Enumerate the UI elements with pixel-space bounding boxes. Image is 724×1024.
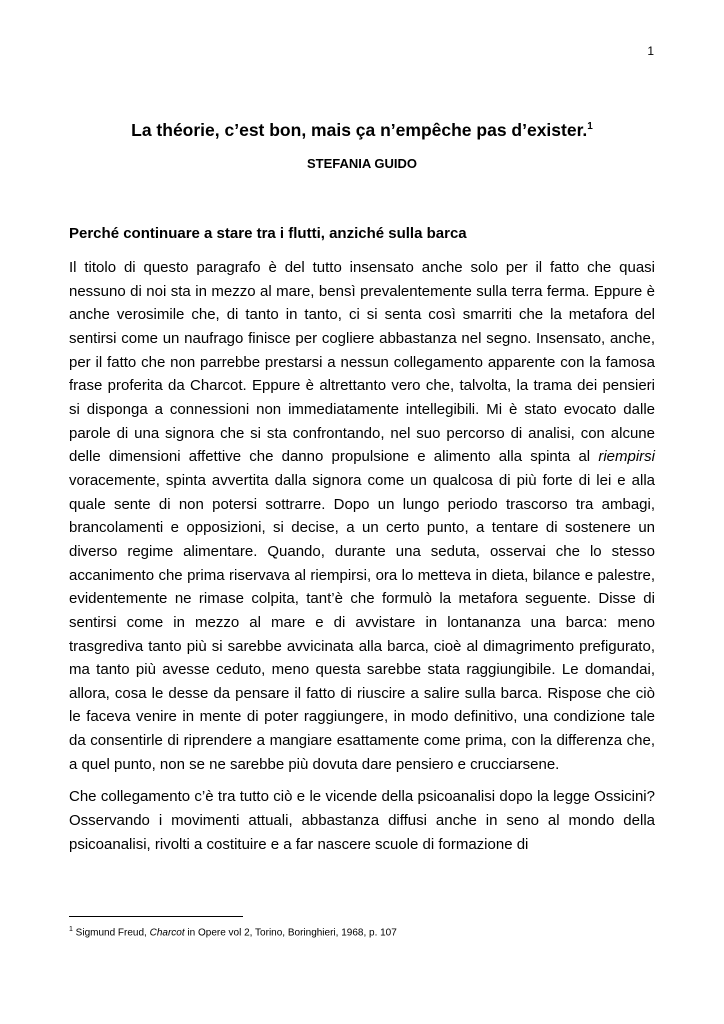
paragraph-2: Che collegamento c’è tra tutto ciò e le vicende della psicoanalisi dopo la legge Ossicini? Osservando i movimenti attuali, abbastanza diffusi anche in seno al mondo della psicoanalisi, rivolti a costituire e a far nascere scuole di formazione di <box>69 788 655 853</box>
paragraph-1-part-1: Il titolo di questo paragrafo è del tutto insensato anche solo per il fatto che quasi nessuno di noi sta in mezzo al mare, bensì prevalentemente sulla terra ferma. Eppure è anche verosimile che, di tanto in tanto, ci si senta così smarriti che la metafora del sentirsi come un naufrago finisce per cogliere abbastanza nel segno. Insensato, anche, per il fatto che non parrebbe prestarsi a nessun collegamento apparente con la famosa frase proferita da Charcot. Eppure è altrettanto vero che, talvolta, la trama dei pensieri si disponga a connessioni non immediatamente intellegibili. Mi è stato evocato dalle parole di una signora che si sta confrontando, nel suo percorso di analisi, con alcune delle dimensioni affettive che danno propulsione e alimento alla spinta al <box>69 259 655 466</box>
page-number: 1 <box>647 44 654 58</box>
footnote <box>69 926 397 938</box>
footnote-italic-title: Charcot <box>149 927 185 939</box>
title-text: La théorie, c’est bon, mais ça n’empêche pas d’exister. <box>131 120 588 140</box>
document-body <box>69 224 655 865</box>
footnote-separator <box>69 916 243 917</box>
paragraph-1-part-2: voracemente, spinta avvertita dalla signora come un qualcosa di più forte di lei e alla quale sente di non potersi sottrarre. Dopo un lungo periodo trascorso tra ambagi, brancolamenti e opposizioni, si decise, a un certo punto, a tentare di sostenere un diverso regime alimentare. Quando, durante una seduta, osservai che lo stesso accanimento che prima riservava al riempirsi, ora lo metteva in dieta, bilance e palestre, evidentemente ne rimase colpita, tant’è che formulò la metafora seguente. Disse di sentirsi come in mezzo al mare e di avvistare in lontananza una barca: meno trasgrediva tanto più si sarebbe avvicinata alla barca, cioè al dimagrimento prefigurato, ma tanto più avesse ceduto, meno questa sarebbe stata raggiungibile. Le domandai, allora, cosa le desse da pensare il fatto di riuscire a salire sulla barca. Rispose che ciò le faceva venire in mente di poter raggiungere, in modo definitivo, una condizione tale da consentirle di riprendere a mangiare esattamente come prima, con la differenza che, a quel punto, non se ne sarebbe più dovuta dare pensiero e crucciarsene. <box>69 471 655 773</box>
title-footnote-marker: 1 <box>587 121 593 133</box>
paragraph-1 <box>69 256 655 776</box>
document-title <box>0 120 724 141</box>
paragraph-1-italic: riempirsi <box>598 448 655 466</box>
author-name: STEFANIA GUIDO <box>306 156 418 171</box>
footnote-text-before: Sigmund Freud, <box>72 927 150 939</box>
footnote-marker: 1 <box>69 926 73 933</box>
section-heading: Perché continuare a stare tra i flutti, anziché sulla barca <box>69 225 467 242</box>
footnote-text-after: in Opere vol 2, Torino, Boringhieri, 1968, p. 107 <box>184 927 397 939</box>
